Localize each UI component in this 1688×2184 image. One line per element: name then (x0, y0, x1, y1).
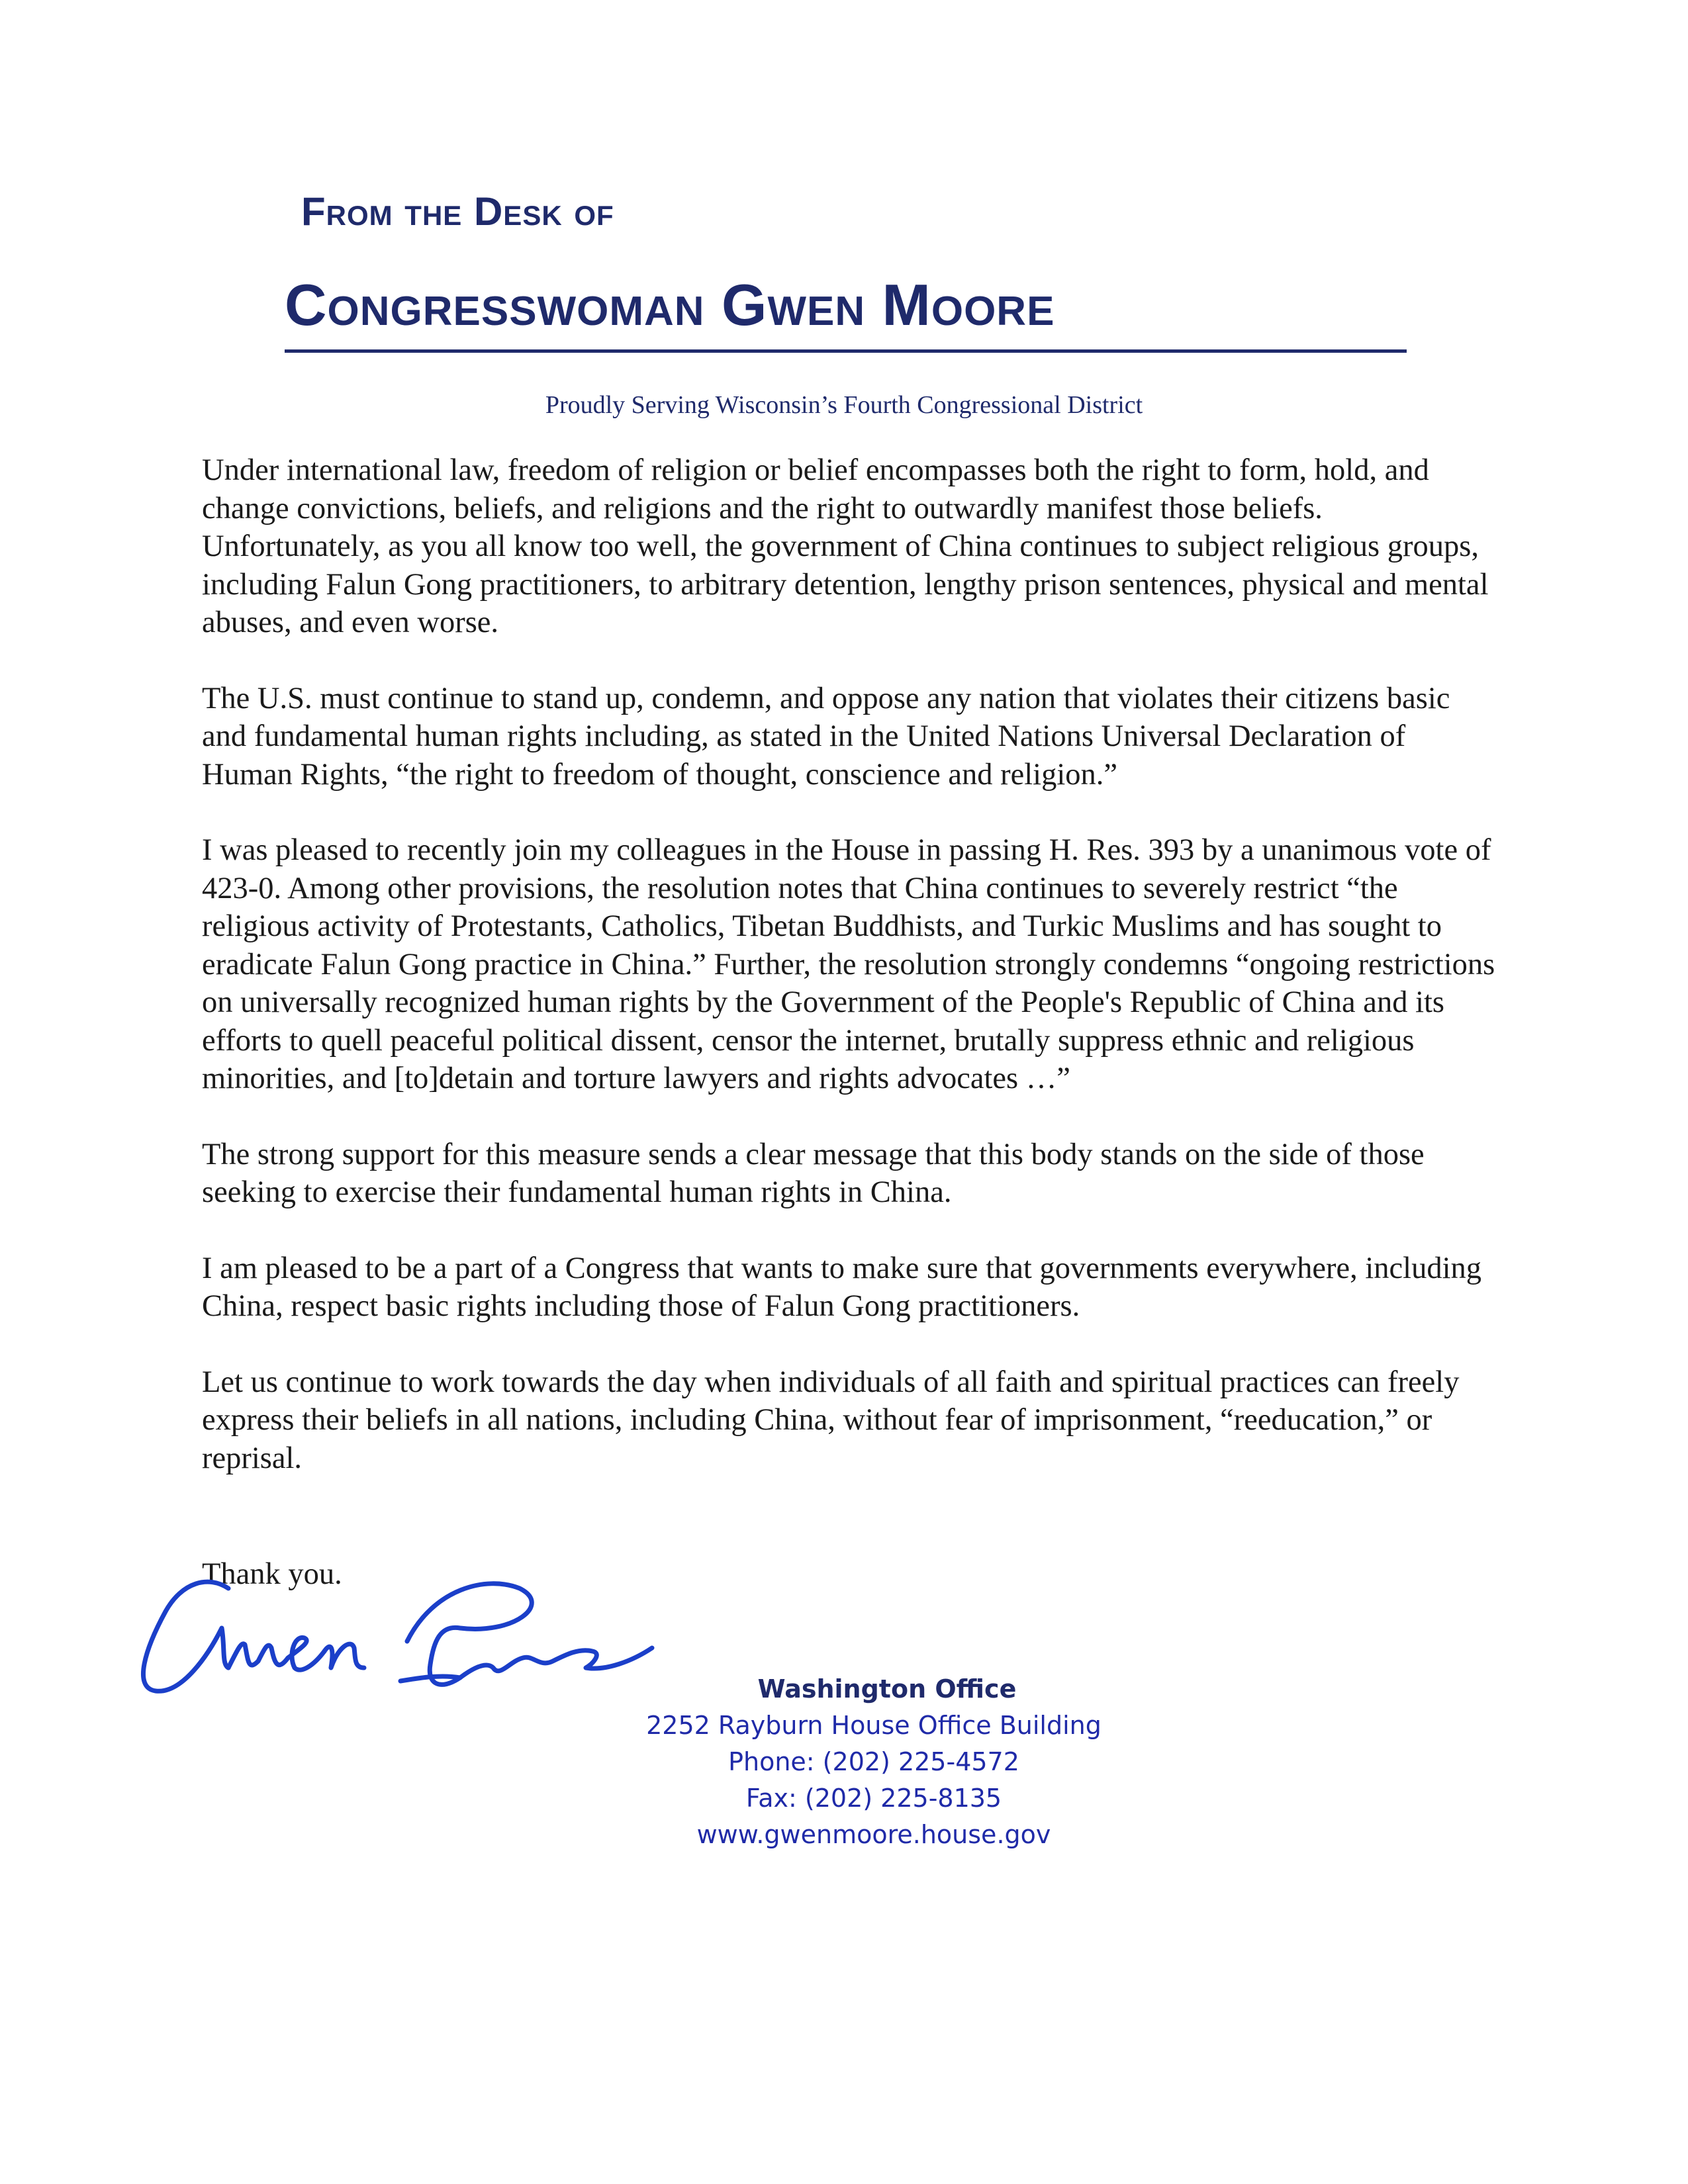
office-block (596, 1671, 1152, 1853)
body-paragraph: The strong support for this measure sends a clear message that this body stands on the side of those seeking to exercise their fundamental human rights in China. (202, 1137, 1425, 1209)
body-paragraph: I was pleased to recently join my colleagues in the House in passing H. Res. 393 by a unanimous vote of 423-0. Among other provisions, the resolution notes that China continues to severely restrict “the religious activity of Protestants, Catholics, Tibetan Buddhists, and Turkic Muslims and has sought to eradicate Falun Gong practice in China.” Further, the resolution strongly condemns “ongoing restrictions on universally recognized human rights by the Government of the People's Republic of China and its efforts to quell peaceful political dissent, censor the internet, brutally suppress ethnic and religious minorities, and [to]detain and torture lawyers and rights advocates …” (202, 833, 1495, 1095)
closing-line: Thank you. (202, 1557, 342, 1591)
letterhead-rule (285, 349, 1407, 353)
office-website: www.gwenmoore.house.gov (696, 1820, 1051, 1849)
body-paragraph: The U.S. must continue to stand up, condemn, and oppose any nation that violates their citizens basic and fundamental human rights including, as stated in the United Nations Universal Declaration of Human Rights, “the right to freedom of thought, conscience and religion.” (202, 681, 1450, 792)
letterhead-desk-line: From the Desk of (301, 189, 614, 234)
office-fax: Fax: (202) 225-8135 (745, 1784, 1002, 1813)
body-paragraph: I am pleased to be a part of a Congress that wants to make sure that governments everywhere, including China, respect basic rights including those of Falun Gong practitioners. (202, 1251, 1482, 1323)
letterhead-tagline: Proudly Serving Wisconsin’s Fourth Congressional District (545, 391, 1143, 419)
letterhead-name: Congresswoman Gwen Moore (285, 272, 1055, 338)
office-title: Washington Office (757, 1674, 1017, 1704)
office-address: 2252 Rayburn House Office Building (646, 1711, 1102, 1740)
body-paragraph: Under international law, freedom of religion or belief encompasses both the right to form, hold, and change convictions, beliefs, and religions and the right to outwardly manifest those beliefs. Unfortunately, as you all know too well, the government of China continues to subject religious groups, including Falun Gong practitioners, to arbitrary detention, lengthy prison sentences, physical and mental abuses, and even worse. (202, 453, 1489, 639)
body-paragraph: Let us continue to work towards the day when individuals of all faith and spiritual practices can freely express their beliefs in all nations, including China, without fear of imprisonment, “reeducation,” or reprisal. (202, 1365, 1460, 1475)
office-phone: Phone: (202) 225-4572 (728, 1747, 1019, 1776)
letter-body (202, 451, 1499, 1515)
